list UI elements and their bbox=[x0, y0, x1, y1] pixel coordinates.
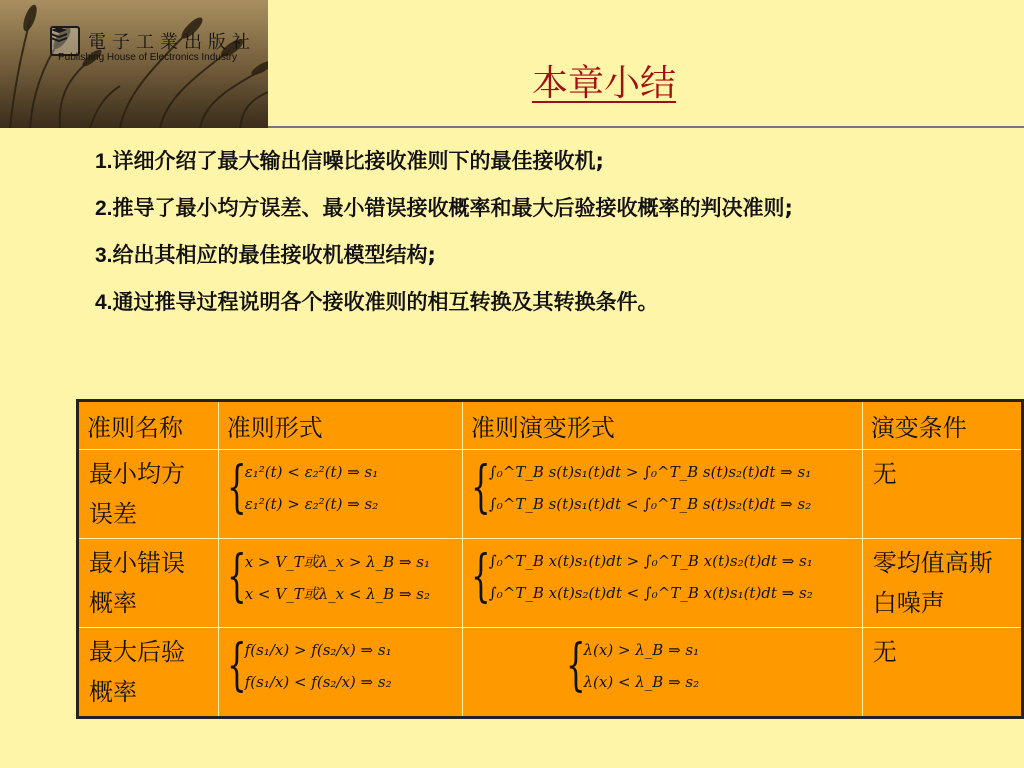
formula-line: ε₁²(t) > ε₂²(t) ⇒ s₂ bbox=[244, 495, 379, 513]
summary-item bbox=[95, 285, 945, 320]
summary-item-number: 1. bbox=[95, 150, 113, 173]
formula-line: ∫₀^T_B x(t)s₁(t)dt > ∫₀^T_B x(t)s₂(t)dt ⇒ s₁ bbox=[488, 552, 813, 570]
criteria-table bbox=[76, 399, 1024, 719]
criterion-form-cell: { f(s₁/x) > f(s₂/x) ⇒ s₁ f(s₁/x) < f(s₂/x) ⇒ s₂ bbox=[218, 628, 462, 718]
summary-item-number: 2. bbox=[95, 197, 113, 220]
table-row bbox=[78, 628, 1023, 718]
condition-text: 无 bbox=[872, 638, 897, 666]
criterion-form-cell: { x > V_T或λ_x > λ_B ⇒ s₁ x < V_T或λ_x < λ_B ⇒ s₂ bbox=[218, 539, 462, 628]
column-header: 准则名称 bbox=[78, 401, 219, 450]
criterion-name-cell bbox=[78, 628, 219, 718]
publisher-name-cn: 電子工業出版社 bbox=[88, 32, 256, 53]
formula-line: λ(x) < λ_B ⇒ s₂ bbox=[583, 673, 700, 691]
criterion-name-cell bbox=[78, 539, 219, 628]
column-header: 准则演变形式 bbox=[462, 401, 862, 450]
criterion-name: 最小错误概率 bbox=[89, 549, 185, 617]
formula-line: ∫₀^T_B x(t)s₂(t)dt < ∫₀^T_B x(t)s₁(t)dt ⇒ s₂ bbox=[488, 584, 813, 602]
criterion-evolved-cell: { ∫₀^T_B x(t)s₁(t)dt > ∫₀^T_B x(t)s₂(t)dt ⇒ s₁ ∫₀^T_B x(t)s₂(t)dt < ∫₀^T_B x(t)s₁(t)dt ⇒ s₂ bbox=[462, 539, 862, 628]
table-row bbox=[78, 450, 1023, 539]
table-row bbox=[78, 539, 1023, 628]
wheat-field-image bbox=[0, 0, 268, 128]
formula-line: x < V_T或λ_x < λ_B ⇒ s₂ bbox=[244, 584, 431, 603]
summary-item-text: 详细介绍了最大输出信噪比接收准则下的最佳接收机; bbox=[112, 149, 604, 173]
criterion-name: 最小均方误差 bbox=[89, 460, 185, 528]
formula-line: f(s₁/x) < f(s₂/x) ⇒ s₂ bbox=[244, 673, 392, 691]
formula-line: ∫₀^T_B s(t)s₁(t)dt > ∫₀^T_B s(t)s₂(t)dt ⇒ s₁ bbox=[488, 463, 812, 481]
formula-line: λ(x) > λ_B ⇒ s₁ bbox=[583, 641, 700, 659]
summary-item bbox=[95, 144, 945, 179]
table-header-row bbox=[78, 401, 1023, 450]
condition-text: 零均值高斯白噪声 bbox=[872, 549, 993, 617]
summary-list bbox=[95, 144, 945, 332]
summary-item-number: 4. bbox=[95, 291, 113, 314]
summary-item-number: 3. bbox=[95, 244, 113, 267]
formula-line: ε₁²(t) < ε₂²(t) ⇒ s₁ bbox=[244, 463, 379, 481]
summary-item-text: 推导了最小均方误差、最小错误接收概率和最大后验接收概率的判决准则; bbox=[112, 196, 793, 220]
formula-line: x > V_T或λ_x > λ_B ⇒ s₁ bbox=[244, 552, 431, 571]
condition-cell bbox=[862, 450, 1022, 539]
summary-item bbox=[95, 238, 945, 273]
formula-line: f(s₁/x) > f(s₂/x) ⇒ s₁ bbox=[244, 641, 392, 659]
criterion-name-cell bbox=[78, 450, 219, 539]
summary-item bbox=[95, 191, 945, 226]
condition-cell bbox=[862, 539, 1022, 628]
condition-cell bbox=[862, 628, 1022, 718]
summary-item-text: 通过推导过程说明各个接收准则的相互转换及其转换条件。 bbox=[112, 290, 659, 314]
condition-text: 无 bbox=[872, 460, 897, 488]
header-wheat-photo bbox=[0, 0, 268, 128]
publisher-name-en: Publishing House of Electronics Industry bbox=[58, 52, 237, 63]
header-divider bbox=[268, 126, 1024, 128]
column-header: 演变条件 bbox=[862, 401, 1022, 450]
criterion-name: 最大后验概率 bbox=[89, 638, 185, 706]
criterion-evolved-cell: { λ(x) > λ_B ⇒ s₁ λ(x) < λ_B ⇒ s₂ bbox=[462, 628, 862, 718]
criterion-evolved-cell: { ∫₀^T_B s(t)s₁(t)dt > ∫₀^T_B s(t)s₂(t)dt ⇒ s₁ ∫₀^T_B s(t)s₁(t)dt < ∫₀^T_B s(t)s₂(t)dt ⇒ s₂ bbox=[462, 450, 862, 539]
summary-item-text: 给出其相应的最佳接收机模型结构; bbox=[112, 243, 436, 267]
column-header: 准则形式 bbox=[218, 401, 462, 450]
criterion-form-cell: { ε₁²(t) < ε₂²(t) ⇒ s₁ ε₁²(t) > ε₂²(t) ⇒ s₂ bbox=[218, 450, 462, 539]
slide-title: 本章小结 bbox=[532, 63, 677, 104]
formula-line: ∫₀^T_B s(t)s₁(t)dt < ∫₀^T_B s(t)s₂(t)dt ⇒ s₂ bbox=[488, 495, 812, 513]
